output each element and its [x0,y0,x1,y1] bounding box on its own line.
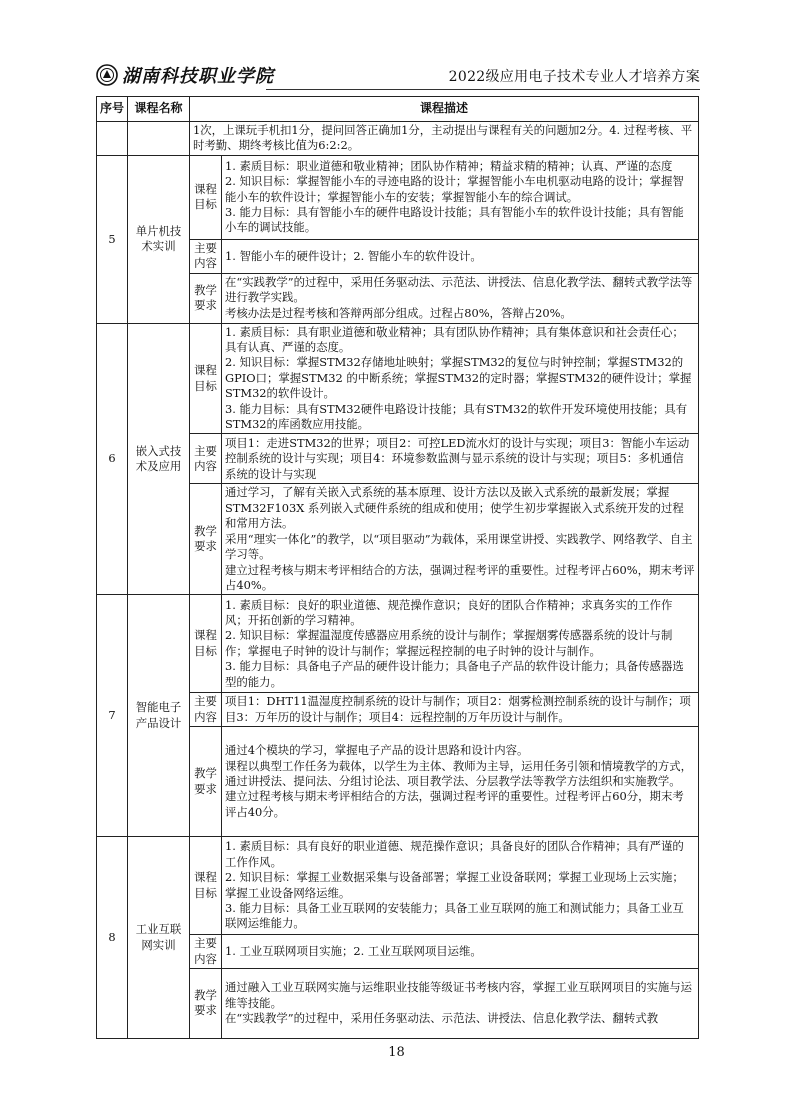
section-text: 1. 智能小车的硬件设计；2. 智能小车的软件设计。 [222,239,699,273]
section-label: 课程目标 [190,323,222,434]
college-logo-text: 湖南科技职业学院 [122,66,274,87]
course-row [97,595,699,693]
course-number: 7 [97,595,128,837]
section-text: 通过学习，了解有关嵌入式系统的基本原理、设计方法以及嵌入式系统的最新发展；掌握STM32F103X 系列嵌入式硬件系统的组成和使用；使学生初步掌握嵌入式系统开发的过程和常用方法。 采用“理实一体化”的教学，以“项目驱动”为载体，采用课堂讲授、实践教学、网络教学、自主学习等。 建立过程考核与期末考评相结合的方法，强调过程考评的重要性。过程考评占60%，期末考评占40%。 [222,484,699,595]
section-label: 课程目标 [190,837,222,935]
section-label: 教学要求 [190,273,222,323]
header-rule [266,89,700,90]
section-text: 1. 素质目标：职业道德和敬业精神；团队协作精神；精益求精的精神；认真、严谨的态度 2. 知识目标：掌握智能小车的寻迹电路的设计；掌握智能小车电机驱动电路的设计；掌握智能小车的软件设计；掌握智能小车的安装；掌握智能小车的综合调试。 3. 能力目标：具有智能小车的硬件电路设计技能；具有智能小车的软件设计技能；具有智能小车的调试技能。 [222,155,699,239]
page-header [96,60,700,90]
section-text: 项目1：走进STM32的世界；项目2：可控LED流水灯的设计与实现；项目3：智能小车运动控制系统的设计与实现；项目4：环境参数监测与显示系统的设计与实现；项目5：多机通信系统的设计与实现 [222,434,699,484]
section-text: 通过4个模块的学习，掌握电子产品的设计思路和设计内容。 课程以典型工作任务为载体，以学生为主体、教师为主导，运用任务引领和情境教学的方式，通过讲授法、提问法、分组讨论法、项目教学法、分层教学法等教学方法组织和实施教学。 建立过程考核与期末考评相结合的方法，强调过程考评的重要性。过程考评占60分，期末考评占40分。 [222,727,699,837]
section-text: 通过融入工业互联网实施与运维职业技能等级证书考核内容，掌握工业互联网项目的实施与运维等技能。 在“实践教学”的过程中，采用任务驱动法、示范法、讲授法、信息化教学法、翻转式教 [222,968,699,1038]
continued-no [97,122,128,156]
table-header-row [97,97,699,122]
section-label: 主要内容 [190,935,222,969]
section-label: 教学要求 [190,727,222,837]
college-seal-icon [96,64,118,86]
section-label: 主要内容 [190,434,222,484]
col-header-no: 序号 [97,97,128,122]
section-label: 课程目标 [190,155,222,239]
section-label: 教学要求 [190,484,222,595]
col-header-desc: 课程描述 [190,97,699,122]
course-row [97,323,699,434]
continued-row [97,122,699,156]
college-logo [96,60,274,90]
course-row [97,837,699,935]
course-number: 5 [97,155,128,323]
section-label: 课程目标 [190,595,222,693]
course-number: 8 [97,837,128,1039]
page-number: 18 [388,1045,405,1060]
course-number: 6 [97,323,128,595]
section-text: 1. 素质目标：良好的职业道德、规范操作意识；良好的团队合作精神；求真务实的工作作风；开拓创新的学习精神。 2. 知识目标：掌握温湿度传感器应用系统的设计与制作；掌握烟雾传感器系统的设计与制作；掌握电子时钟的设计与制作；掌握远程控制的电子时钟的设计与制作。 3. 能力目标：具备电子产品的硬件设计能力；具备电子产品的软件设计能力；具备传感器选型的能力。 [222,595,699,693]
course-name: 智能电子产品设计 [128,595,190,837]
course-row [97,155,699,239]
course-name: 单片机技术实训 [128,155,190,323]
course-name: 工业互联网实训 [128,837,190,1039]
section-text: 1. 素质目标：具有良好的职业道德、规范操作意识；具备良好的团队合作精神；具有严谨的工作作风。 2. 知识目标：掌握工业数据采集与设备部署；掌握工业设备联网；掌握工业现场上云实施；掌握工业设备网络运维。 3. 能力目标：具备工业互联网的安装能力；具备工业互联网的施工和测试能力；具备工业互联网运维能力。 [222,837,699,935]
section-label: 主要内容 [190,693,222,727]
section-label: 主要内容 [190,239,222,273]
course-name: 嵌入式技术及应用 [128,323,190,595]
course-table [96,96,699,1039]
continued-text: 1次，上课玩手机扣1分，提问回答正确加1分，主动提出与课程有关的问题加2分。4. 过程考核、平时考勤、期终考核比值为6:2:2。 [190,122,699,156]
continued-name [128,122,190,156]
document-title: 2022级应用电子技术专业人才培养方案 [448,69,700,85]
col-header-name: 课程名称 [128,97,190,122]
section-label: 教学要求 [190,968,222,1038]
section-text: 1. 素质目标：具有职业道德和敬业精神；具有团队协作精神；具有集体意识和社会责任心；具有认真、严谨的态度。 2. 知识目标：掌握STM32存储地址映射；掌握STM32的复位与时钟控制；掌握STM32的GPIO口；掌握STM32 的中断系统；掌握STM32的定时器；掌握STM32的硬件设计；掌握STM32的软件设计。 3. 能力目标：具有STM32硬件电路设计技能；具有STM32的软件开发环境使用技能；具有STM32的库函数应用技能。 [222,323,699,434]
section-text: 项目1：DHT11温湿度控制系统的设计与制作；项目2：烟雾检测控制系统的设计与制作；项目3：万年历的设计与制作；项目4：远程控制的万年历设计与制作。 [222,693,699,727]
section-text: 1. 工业互联网项目实施；2. 工业互联网项目运维。 [222,935,699,969]
section-text: 在“实践教学”的过程中，采用任务驱动法、示范法、讲授法、信息化教学法、翻转式教学法等进行教学实践。 考核办法是过程考核和答辩两部分组成。过程占80%，答辩占20%。 [222,273,699,323]
